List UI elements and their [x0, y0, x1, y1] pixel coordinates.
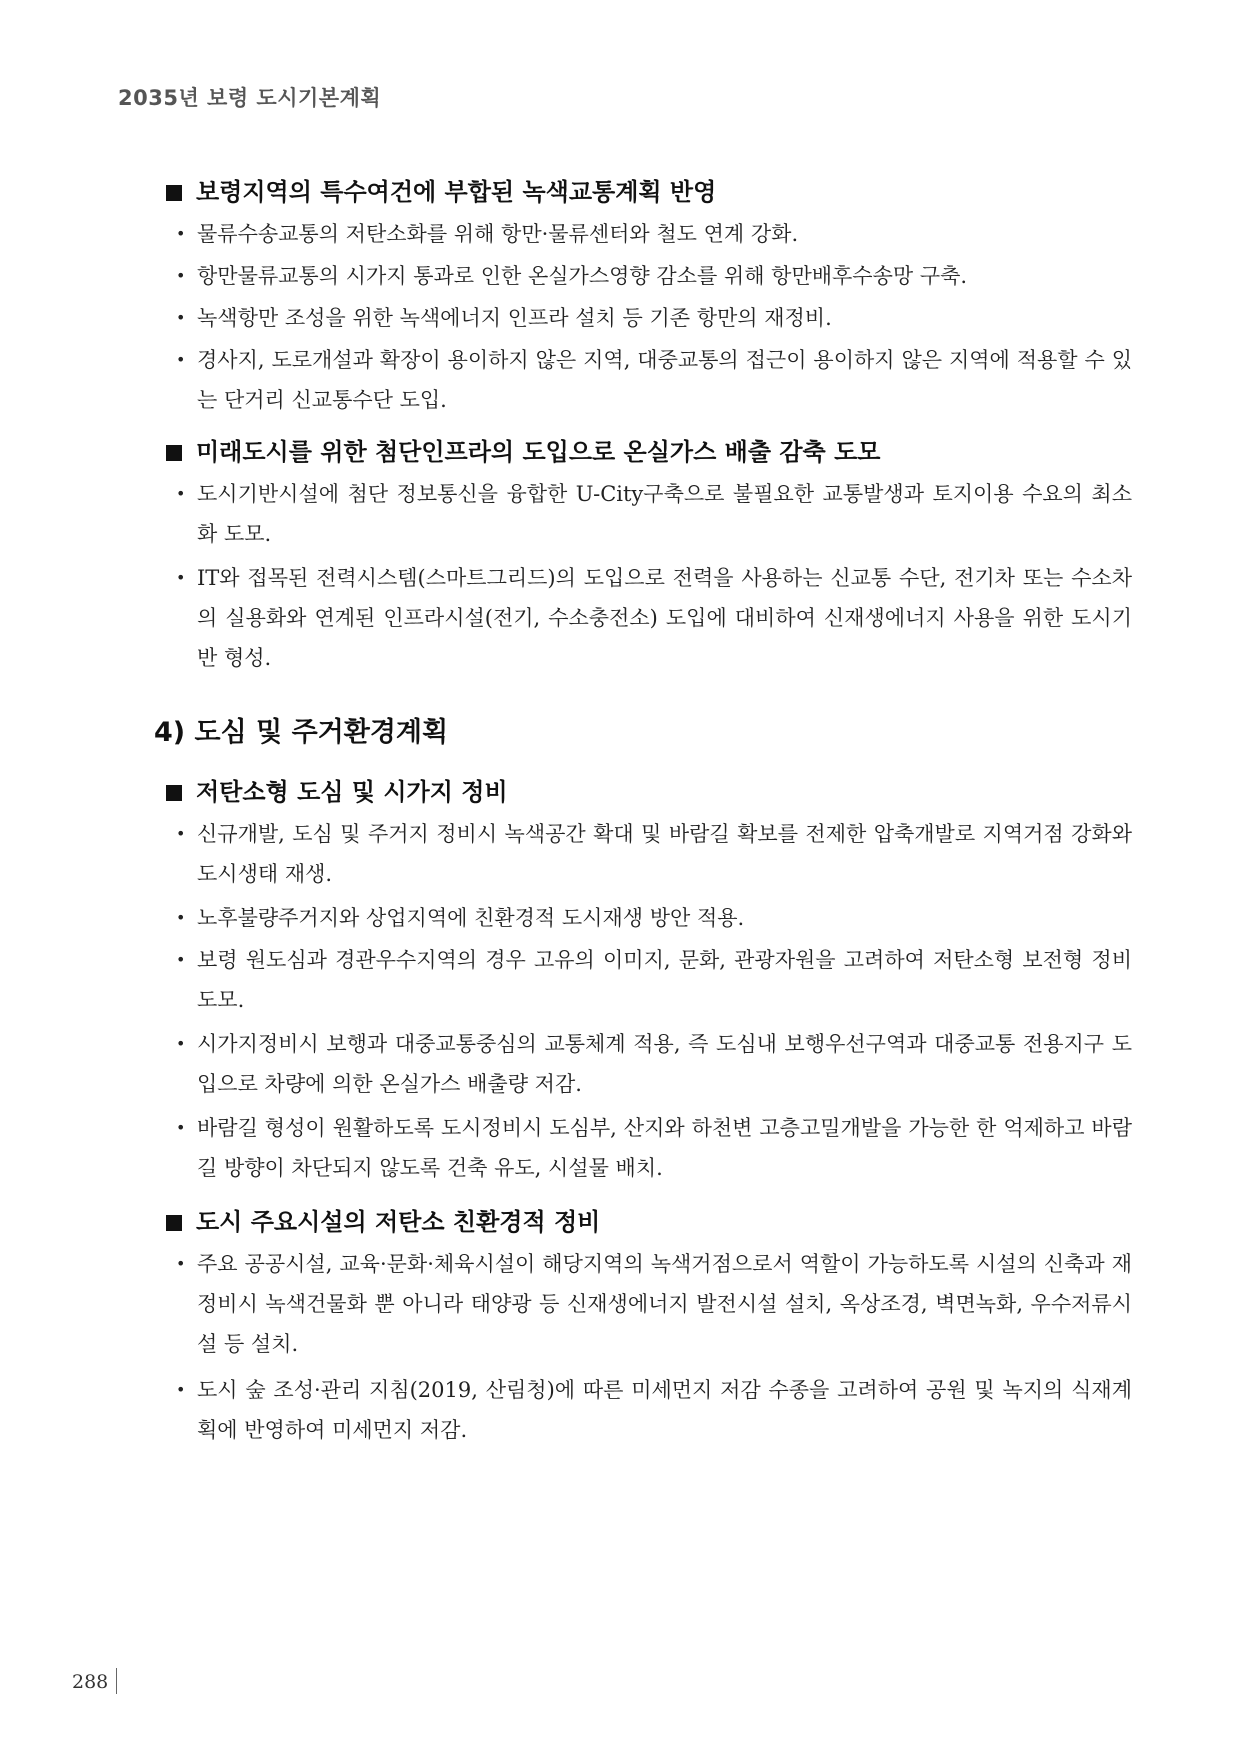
square-bullet-icon — [166, 1215, 182, 1231]
bullet-dot-icon: • — [176, 908, 186, 927]
section-heading-text: 미래도시를 위한 첨단인프라의 도입으로 온실가스 배출 감축 도모 — [196, 438, 881, 466]
bullet-dot-icon: • — [176, 350, 186, 369]
bullet-dot-icon: • — [176, 824, 186, 843]
square-bullet-icon — [166, 445, 182, 461]
list-item — [176, 940, 1132, 1020]
list-item-text: 녹색항만 조성을 위한 녹색에너지 인프라 설치 등 기존 항만의 재정비. — [197, 306, 832, 330]
chapter-section-title: 4) 도심 및 주거환경계획 — [154, 717, 449, 748]
list-item — [176, 814, 1132, 894]
running-header-title: 2035년 보령 도시기본계획 — [118, 86, 382, 110]
bullet-dot-icon: • — [176, 1034, 186, 1053]
list-item-text: 바람길 형성이 원활하도록 도시정비시 도심부, 산지와 하천변 고층고밀개발을 가능한 한 억제하고 바람길 방향이 차단되지 않도록 건축 유도, 시설물 배치. — [197, 1116, 1132, 1180]
section-heading — [166, 432, 880, 467]
bullet-dot-icon: • — [176, 1380, 186, 1399]
bullet-dot-icon: • — [176, 1118, 186, 1137]
bullet-dot-icon: • — [176, 950, 186, 969]
list-item-text: 시가지정비시 보행과 대중교통중심의 교통체계 적용, 즉 도심내 보행우선구역과 대중교통 전용지구 도입으로 차량에 의한 온실가스 배출량 저감. — [197, 1032, 1132, 1096]
square-bullet-icon — [166, 185, 182, 201]
list-item-text: 신규개발, 도심 및 주거지 정비시 녹색공간 확대 및 바람길 확보를 전제한 압축개발로 지역거점 강화와 도시생태 재생. — [197, 822, 1132, 886]
square-bullet-icon — [166, 785, 182, 801]
bullet-dot-icon: • — [176, 266, 186, 285]
list-item — [176, 340, 1132, 420]
page-footer — [72, 1668, 117, 1694]
page-number: 288 — [72, 1671, 109, 1693]
list-item-text: IT와 접목된 전력시스템(스마트그리드)의 도입으로 전력을 사용하는 신교통 수단, 전기차 또는 수소차의 실용화와 연계된 인프라시설(전기, 수소충전소) 도입에 대비하여 신재생에너지 사용을 위한 도시기반 형성. — [197, 566, 1132, 670]
list-item-text: 도시 숲 조성·관리 지침(2019, 산림청)에 따른 미세먼지 저감 수종을 고려하여 공원 및 녹지의 식재계획에 반영하여 미세먼지 저감. — [197, 1378, 1132, 1442]
list-item-text: 물류수송교통의 저탄소화를 위해 항만·물류센터와 철도 연계 강화. — [197, 222, 799, 246]
section-heading-text: 보령지역의 특수여건에 부합된 녹색교통계획 반영 — [196, 178, 717, 206]
list-item — [176, 214, 1132, 254]
bullet-dot-icon: • — [176, 484, 186, 503]
list-item — [176, 474, 1132, 554]
list-item — [176, 558, 1132, 678]
list-item-text: 주요 공공시설, 교육·문화·체육시설이 해당지역의 녹색거점으로서 역할이 가능하도록 시설의 신축과 재정비시 녹색건물화 뿐 아니라 태양광 등 신재생에너지 발전시설 설치, 옥상조경, 벽면녹화, 우수저류시설 등 설치. — [197, 1252, 1132, 1356]
bullet-dot-icon: • — [176, 1254, 186, 1273]
section-heading — [166, 772, 508, 807]
section-heading-text: 도시 주요시설의 저탄소 친환경적 정비 — [196, 1208, 601, 1236]
footer-divider — [116, 1668, 117, 1694]
list-item — [176, 1024, 1132, 1104]
bullet-dot-icon: • — [176, 568, 186, 587]
section-heading — [166, 172, 716, 207]
list-item-text: 항만물류교통의 시가지 통과로 인한 온실가스영향 감소를 위해 항만배후수송망 구축. — [197, 264, 968, 288]
list-item — [176, 898, 1132, 938]
list-item — [176, 256, 1132, 296]
list-item-text: 노후불량주거지와 상업지역에 친환경적 도시재생 방안 적용. — [197, 906, 745, 930]
list-item-text: 도시기반시설에 첨단 정보통신을 융합한 U-City구축으로 불필요한 교통발생과 토지이용 수요의 최소화 도모. — [197, 482, 1132, 546]
section-heading — [166, 1202, 600, 1237]
bullet-dot-icon: • — [176, 308, 186, 327]
section-heading-text: 저탄소형 도심 및 시가지 정비 — [196, 778, 508, 806]
bullet-dot-icon: • — [176, 224, 186, 243]
list-item — [176, 1370, 1132, 1450]
list-item-text: 보령 원도심과 경관우수지역의 경우 고유의 이미지, 문화, 관광자원을 고려하여 저탄소형 보전형 정비 도모. — [197, 948, 1132, 1012]
list-item-text: 경사지, 도로개설과 확장이 용이하지 않은 지역, 대중교통의 접근이 용이하지 않은 지역에 적용할 수 있는 단거리 신교통수단 도입. — [197, 348, 1132, 412]
list-item — [176, 1244, 1132, 1364]
list-item — [176, 298, 1132, 338]
list-item — [176, 1108, 1132, 1188]
